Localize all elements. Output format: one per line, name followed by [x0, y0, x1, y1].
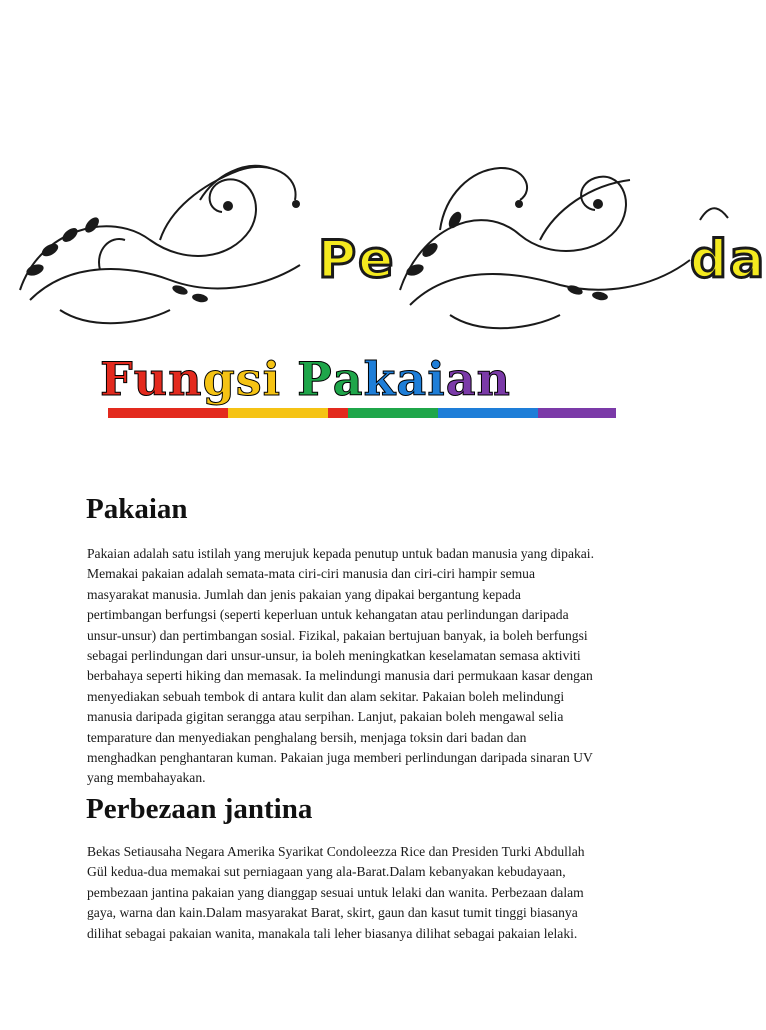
banner-word-right: da [690, 230, 766, 290]
title-part: P [297, 352, 333, 406]
paragraph-line: dilihat sebagai pakaian wanita, manakala tali leher biasanya dilihat sebagai pakaian lelaki. [87, 925, 578, 941]
paragraph-line: menghadkan penghantaran kuman. Pakaian juga memberi perlindungan daripada sinaran UV [87, 750, 593, 766]
section-paragraph-perbezaan-jantina [87, 842, 647, 944]
paragraph-line: menyediakan sebuah tembok di antara kulit dan alam sekitar. Pakaian boleh melindungi [87, 688, 565, 704]
paragraph-line: Memakai pakaian adalah semata-mata ciri-ciri manusia dan ciri-ciri hampir semua [87, 566, 536, 582]
title-part: kai [363, 352, 446, 406]
decorative-swirl-banner [0, 140, 766, 340]
paragraph-line: Bekas Setiausaha Negara Amerika Syarikat Condoleezza Rice dan Presiden Turki Abdullah [87, 844, 585, 859]
paragraph-line: Pakaian adalah satu istilah yang merujuk kepada penutup untuk badan manusia yang dipakai. [87, 546, 594, 561]
paragraph-line: sebagai perlindungan dari unsur-unsur, ia boleh meningkatkan keselamatan semasa aktiviti [87, 648, 581, 664]
title-part: F [100, 352, 134, 406]
section-paragraph-pakaian [87, 544, 647, 789]
stripe-red-2 [328, 408, 348, 418]
title-part: n [476, 352, 511, 406]
paragraph-line: unsur-unsur) dan pertimbangan sosial. Fizikal, pakaian bertujuan banyak, ia boleh berfungsi [87, 627, 588, 643]
title-part: n [168, 352, 203, 406]
rainbow-underline [108, 408, 616, 418]
paragraph-line: manusia daripada gigitan serangga atau serpihan. Lanjut, pakaian boleh mengawal selia [87, 709, 564, 725]
stripe-red [108, 408, 228, 418]
paragraph-line: pertimbangan berfungsi (seperti keperluan untuk kehangatan atau perlindungan daripada [87, 607, 569, 623]
stripe-blue [438, 408, 538, 418]
paragraph-line: Gül kedua-dua memakai sut perniagaan yang ala-Barat.Dalam kebanyakan kebudayaan, [87, 864, 566, 880]
stripe-purple [538, 408, 616, 418]
paragraph-line: masyarakat manusia. Jumlah dan jenis pakaian yang dipakai bergantung kepada [87, 586, 521, 602]
section-heading-perbezaan-jantina: Perbezaan jantina [86, 793, 313, 825]
stripe-yellow [228, 408, 328, 418]
paragraph-line: gaya, warna dan kain.Dalam masyarakat Barat, skirt, gaun dan kasut tumit tinggi biasanya [87, 905, 578, 921]
title-part: a [332, 352, 364, 406]
title-part: a [445, 352, 477, 406]
paragraph-line: yang membahayakan. [87, 770, 206, 786]
paragraph-line: temparature dan menyediakan penghalang bersih, menjaga toksin dari badan dan [87, 729, 527, 745]
section-heading-pakaian: Pakaian [86, 493, 188, 525]
title-part: u [133, 352, 169, 406]
paragraph-line: pembezaan jantina pakaian yang dianggap sesuai untuk lelaki dan wanita. Perbezaan dalam [87, 884, 584, 900]
banner-word-left: Pe [318, 230, 396, 290]
title-part: gsi [202, 352, 282, 406]
paragraph-line: berbahaya seperti hiking dan memasak. Ia melindungi manusia dari permukaan kasar dengan [87, 668, 593, 684]
stripe-green [348, 408, 438, 418]
